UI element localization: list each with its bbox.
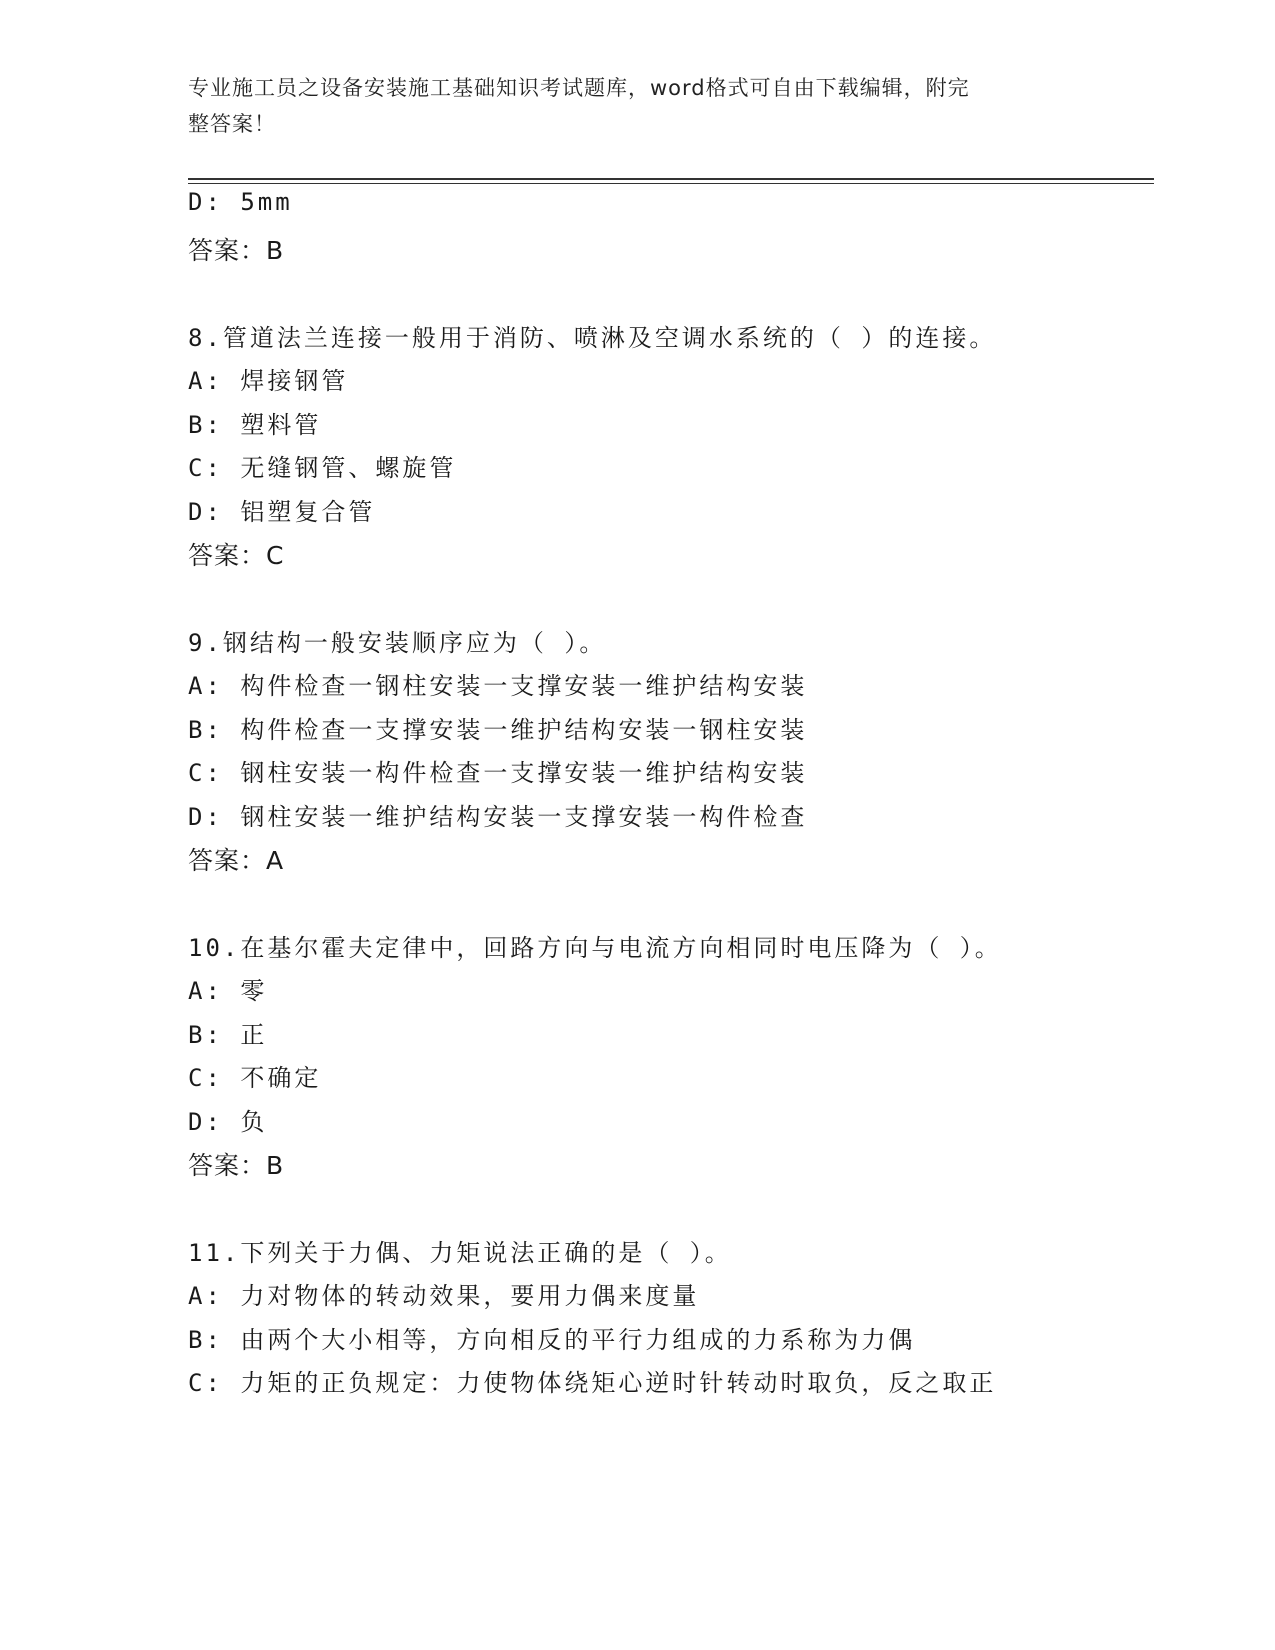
option-line: D: 负 [188, 1108, 268, 1136]
option-line: A: 零 [188, 977, 268, 1005]
answer-line: 答案：C [188, 541, 285, 570]
answer-line: 答案：A [188, 846, 285, 875]
header-rule-thin [188, 183, 1154, 184]
option-line: C: 无缝钢管、螺旋管 [188, 454, 457, 482]
header-rule-thick [188, 178, 1154, 180]
header-line-1: 专业施工员之设备安装施工基础知识考试题库，word格式可自由下载编辑，附完 [188, 76, 970, 100]
option-line: B: 正 [188, 1021, 268, 1049]
option-line: A: 焊接钢管 [188, 367, 349, 395]
option-line: D: 铝塑复合管 [188, 498, 376, 526]
option-line: B: 塑料管 [188, 411, 322, 439]
option-line: B: 构件检查一支撑安装一维护结构安装一钢柱安装 [188, 716, 808, 744]
document-header [188, 70, 1088, 142]
question-line: 8.管道法兰连接一般用于消防、喷淋及空调水系统的（ ）的连接。 [188, 324, 997, 352]
option-line: C: 力矩的正负规定：力使物体绕矩心逆时针转动时取负，反之取正 [188, 1369, 997, 1397]
option-line: B: 由两个大小相等，方向相反的平行力组成的力系称为力偶 [188, 1326, 916, 1354]
answer-line: 答案：B [188, 1151, 285, 1180]
option-line: A: 构件检查一钢柱安装一支撑安装一维护结构安装 [188, 672, 808, 700]
option-line: C: 不确定 [188, 1064, 322, 1092]
question-line: 11.下列关于力偶、力矩说法正确的是（ ）。 [188, 1239, 732, 1267]
answer-line: 答案：B [188, 236, 285, 265]
option-line: D: 5mm [188, 188, 293, 216]
option-line: A: 力对物体的转动效果，要用力偶来度量 [188, 1282, 700, 1310]
option-line: D: 钢柱安装一维护结构安装一支撑安装一构件检查 [188, 803, 808, 831]
question-line: 9.钢结构一般安装顺序应为（ ）。 [188, 629, 607, 657]
question-line: 10.在基尔霍夫定律中，回路方向与电流方向相同时电压降为（ ）。 [188, 934, 1002, 962]
header-line-2: 整答案！ [188, 112, 276, 136]
option-line: C: 钢柱安装一构件检查一支撑安装一维护结构安装 [188, 759, 808, 787]
